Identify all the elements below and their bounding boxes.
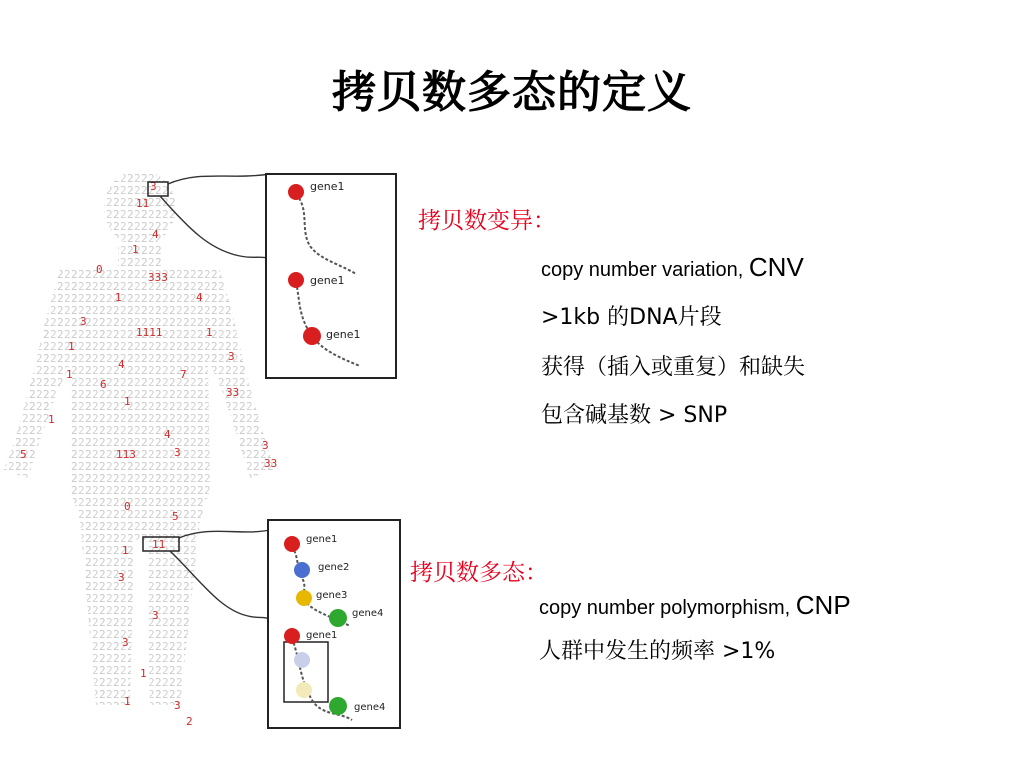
body-digit: 0 [124,500,131,513]
body-digit: 1 [115,291,122,304]
cnp-term-en: copy number polymorphism, [539,597,796,619]
body-digit: 113 [116,448,136,461]
cnp-term [539,590,851,621]
body-digit: 5 [172,510,179,523]
body-digit: 6 [100,378,107,391]
body-digit: 4 [164,428,171,441]
gene-circle [296,590,312,606]
body-digit: 11 [136,197,150,210]
body-digit: 3 [80,315,87,328]
body-digit: 3 [262,439,269,452]
gene-label: gene1 [310,274,345,287]
gene-circle [296,682,312,698]
body-digit: 3 [118,571,125,584]
body-digit: 33 [226,386,240,399]
body-digit: 1 [48,413,55,426]
body-digit: 3 [174,699,181,712]
body-digit: 1 [140,667,147,680]
body-digit: 5 [20,448,27,461]
gene-circle [284,628,300,644]
zoom-box-bottom [268,520,400,728]
gene-circle [329,609,347,627]
gene-circle [288,272,304,288]
gene-circle [294,652,310,668]
body-digit: 1 [206,326,213,339]
gene-circle [288,184,304,200]
gene-label: gene1 [306,534,338,545]
body-digit: 2 [186,715,193,728]
gene-circle [294,562,310,578]
gene-circle [284,536,300,552]
gene-label: gene3 [316,590,348,601]
cnp-heading: 拷贝数多态： [410,560,548,586]
cnv-term-abbr: CNV [748,252,804,282]
body-digit: 1 [124,395,131,408]
body-digit: 3 [150,180,157,193]
gene-label: gene1 [306,630,338,641]
body-digit: 1 [132,243,139,256]
slide-title: 拷贝数多态的定义 [332,67,692,118]
body-digit: 3 [228,350,235,363]
body-digit: 33 [264,457,278,470]
cnp-term-abbr: CNP [795,590,851,620]
gene-label: gene2 [318,562,350,573]
body-digit: 1 [66,368,73,381]
gene-label: gene1 [326,328,361,341]
cnv-line-3: 包含碱基数 > SNP [541,403,728,428]
cnv-line-2: 获得（插入或重复）和缺失 [541,355,806,380]
body-digit: 4 [196,291,203,304]
cnv-illustration [0,160,420,735]
body-digit: 1 [122,544,129,557]
gene-circle [303,327,321,345]
gene-label: gene1 [310,180,345,193]
cnv-heading: 拷贝数变异： [418,208,556,234]
body-digit: 4 [118,358,125,371]
body-digit: 3 [174,446,181,459]
human-silhouette [4,170,278,705]
body-digit: 3 [122,636,129,649]
body-digit: 1111 [136,326,163,339]
gene-label: gene4 [352,608,384,619]
cnv-term-en: copy number variation, [541,259,749,281]
gene-label: gene4 [354,702,386,713]
cnv-line-1: >1kb 的DNA片段 [541,305,722,330]
cnv-term [541,252,804,283]
body-digit: 1 [68,340,75,353]
body-digit: 1 [124,695,131,708]
cnp-line-1: 人群中发生的频率 >1% [539,639,776,664]
zoom-box-top [266,174,396,378]
gene-circle [329,697,347,715]
body-digit: 333 [148,271,168,284]
body-digit: 4 [152,228,159,241]
body-digit: 3 [152,609,159,622]
body-digit: 7 [180,368,187,381]
body-digit: 11 [152,538,166,551]
body-digit: 0 [96,263,103,276]
